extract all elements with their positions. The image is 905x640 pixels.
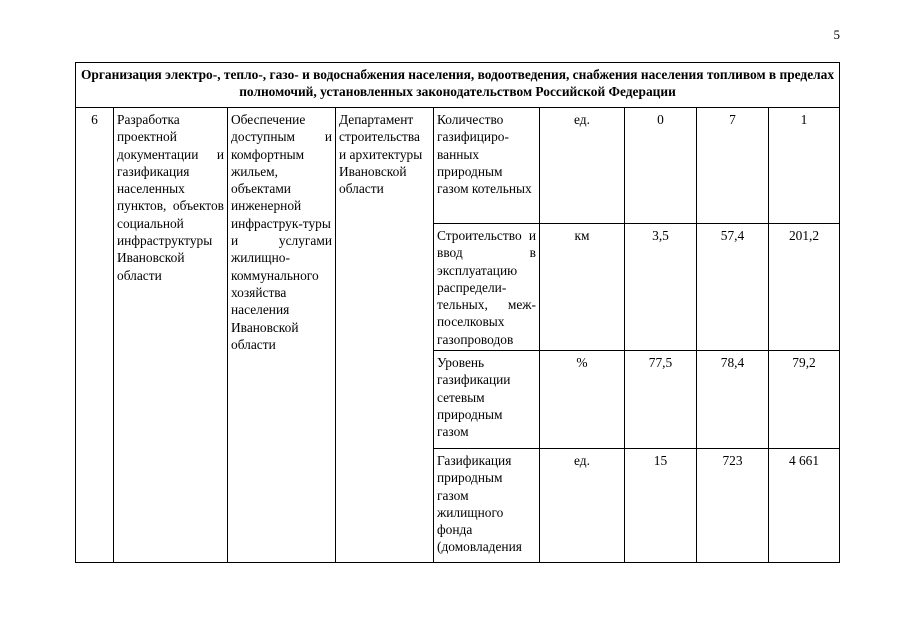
indicator-unit: ед. xyxy=(540,108,625,224)
program-table xyxy=(75,62,840,563)
indicator-value-1: 0 xyxy=(625,108,697,224)
section-title: Организация электро-, тепло-, газо- и водоснабжения населения, водоотведения, снабжения населения топливом в пределах полномочий, установленных законодательством Российской Федерации xyxy=(76,63,840,108)
indicator-name: Строительство и ввод в эксплуатацию распредели-тельных, меж-поселковых газопроводов xyxy=(434,224,540,351)
indicator-value-2: 78,4 xyxy=(697,351,769,449)
indicator-value-3: 1 xyxy=(769,108,840,224)
indicator-value-3: 201,2 xyxy=(769,224,840,351)
indicator-value-3: 79,2 xyxy=(769,351,840,449)
executor-cell: Департамент строительства и архитектуры Ивановской области xyxy=(336,108,434,563)
indicator-value-2: 723 xyxy=(697,449,769,563)
indicator-unit: км xyxy=(540,224,625,351)
table-row xyxy=(76,108,840,224)
row-number: 6 xyxy=(76,108,114,563)
goal-cell: Обеспечение доступным и комфортным жильем, объектами инженерной инфраструк-туры и услугами жилищно-коммунального хозяйства населения Ивановской области xyxy=(228,108,336,563)
indicator-name: Газификация природным газом жилищного фонда (домовладения xyxy=(434,449,540,563)
indicator-unit: % xyxy=(540,351,625,449)
indicator-value-1: 3,5 xyxy=(625,224,697,351)
indicator-value-2: 7 xyxy=(697,108,769,224)
activity-cell: Разработка проектной документации и газификация населенных пунктов, объектов социальной инфраструктуры Ивановской области xyxy=(114,108,228,563)
indicator-unit: ед. xyxy=(540,449,625,563)
page-number: 5 xyxy=(833,27,840,42)
section-header-row xyxy=(76,63,840,108)
indicator-name: Количество газифициро-ванных природным газом котельных xyxy=(434,108,540,224)
indicator-name: Уровень газификации сетевым природным газом xyxy=(434,351,540,449)
indicator-value-1: 15 xyxy=(625,449,697,563)
indicator-value-2: 57,4 xyxy=(697,224,769,351)
indicator-value-1: 77,5 xyxy=(625,351,697,449)
indicator-value-3: 4 661 xyxy=(769,449,840,563)
